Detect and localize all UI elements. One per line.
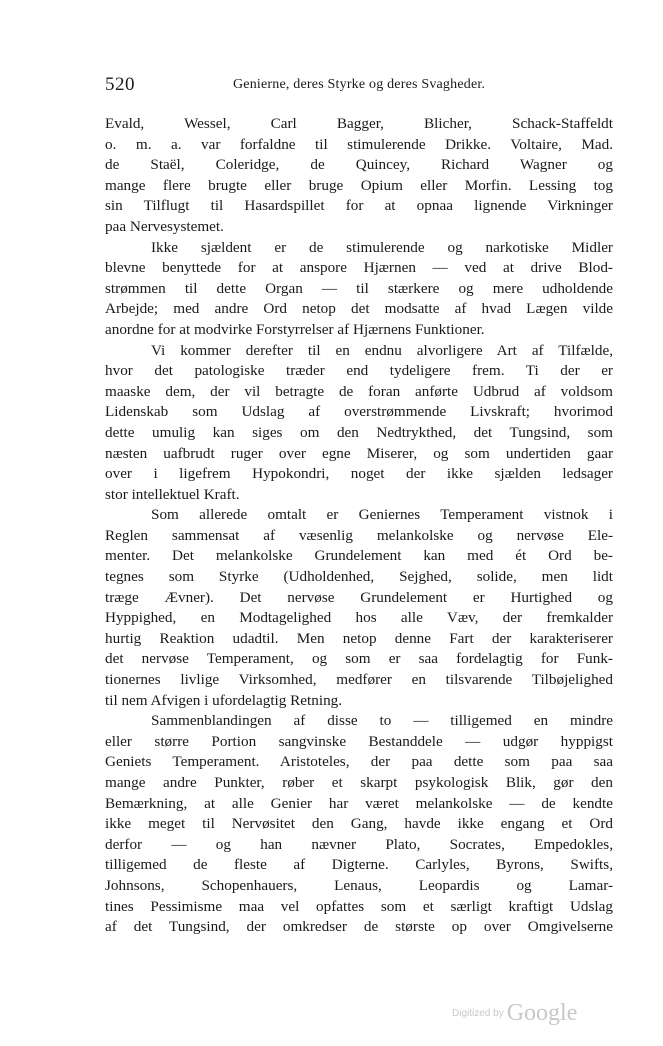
- text-line: tionernes livlige Virksomhed, medfører en tilsvarende Tilbøjelighed: [105, 671, 613, 689]
- text-line: o. m. a. var forfaldne til stimulerende Drikke. Voltaire, Mad.: [105, 135, 613, 153]
- text-line: Arbejde; med andre Ord netop det modsatte af hvad Lægen vilde: [105, 300, 613, 318]
- body-text: [105, 114, 613, 938]
- page-header: [105, 74, 613, 98]
- text-line: Geniets Temperament. Aristoteles, der paa dette som paa saa: [105, 753, 613, 771]
- text-line: anordne for at modvirke Forstyrrelser af Hjærnens Funktioner.: [105, 320, 485, 338]
- text-line: dette umulig kan siges om den Nedtrykthed, det Tungsind, som: [105, 423, 613, 441]
- text-line: Johnsons, Schopenhauers, Lenaus, Leopardis og Lamar-: [105, 876, 613, 894]
- digitized-by-google-watermark: [452, 1000, 592, 1028]
- text-line: Reglen sammensat af væsenlig melankolske og nervøse Ele-: [105, 526, 613, 544]
- text-line: næsten uafbrudt ruger over egne Miserer, og som undertiden gaar: [105, 444, 613, 462]
- text-line: hvor det patologiske træder end tydeligere frem. Ti der er: [105, 362, 613, 380]
- text-line: derfor — og han nævner Plato, Socrates, Empedokles,: [105, 835, 613, 853]
- text-line: strømmen til dette Organ — til stærkere og mere udholdende: [105, 279, 613, 297]
- text-line: over i ligefrem Hypokondri, noget der ikke sjælden ledsager: [105, 465, 613, 483]
- google-logo: Google: [506, 1000, 578, 1026]
- text-line: til nem Afvigen i ufordelagtig Retning.: [105, 691, 343, 709]
- text-line: mange flere brugte eller bruge Opium eller Morfin. Lessing tog: [105, 176, 613, 194]
- text-line: sin Tilflugt til Hasardspillet for at opnaa lignende Virkninger: [105, 197, 613, 215]
- text-line: Bemærkning, at alle Genier har været melankolske — de kendte: [105, 794, 613, 812]
- text-line: blevne benyttede for at anspore Hjærnen — ved at drive Blod-: [105, 259, 613, 277]
- text-line: stor intellektuel Kraft.: [105, 485, 240, 503]
- text-line: Hyppighed, en Modtagelighed hos alle Væv, der fremkalder: [105, 609, 613, 627]
- text-line: tines Pessimisme maa vel opfattes som et særligt kraftigt Udslag: [105, 897, 613, 915]
- text-line: hurtig Reaktion udadtil. Men netop denne Fart der karakteriserer: [105, 629, 613, 647]
- running-title: Genierne, deres Styrke og deres Svagheder.: [233, 77, 486, 92]
- digitized-by-label: Digitized by: [452, 1008, 504, 1019]
- text-line: de Staël, Coleridge, de Quincey, Richard Wagner og: [105, 156, 613, 174]
- text-line: menter. Det melankolske Grundelement kan med ét Ord be-: [105, 547, 613, 565]
- text-line: Vi kommer derefter til en endnu alvorligere Art af Tilfælde,: [151, 341, 613, 359]
- text-line: Lidenskab som Udslag af overstrømmende Livskraft; hvorimod: [105, 403, 613, 421]
- text-line: maaske dem, der vil betragte de foran anførte Udbrud af voldsom: [105, 382, 613, 400]
- text-line: træge Ævner). Det nervøse Grundelement er Hurtighed og: [105, 588, 613, 606]
- text-line: Ikke sjældent er de stimulerende og narkotiske Midler: [151, 238, 613, 256]
- text-line: eller større Portion sangvinske Bestanddele — udgør hyppigst: [105, 732, 613, 750]
- text-line: mange andre Punkter, røber et skarpt psykologisk Blik, gør den: [105, 774, 613, 791]
- text-line: af det Tungsind, der omkredser de største op over Omgivelserne: [105, 918, 613, 936]
- text-line: ikke meget til Nervøsitet den Gang, havde ikke engang et Ord: [105, 815, 613, 833]
- text-line: det nervøse Temperament, og som er saa fordelagtig for Funk-: [105, 650, 613, 668]
- text-line: Evald, Wessel, Carl Bagger, Blicher, Schack-Staffeldt: [105, 115, 613, 132]
- text-line: Som allerede omtalt er Geniernes Temperament vistnok i: [151, 506, 613, 524]
- text-line: paa Nervesystemet.: [105, 217, 224, 235]
- text-line: tegnes som Styrke (Udholdenhed, Sejghed, solide, men lidt: [105, 568, 613, 586]
- text-line: Sammenblandingen af disse to — tilligemed en mindre: [151, 712, 613, 730]
- text-line: tilligemed de fleste af Digterne. Carlyles, Byrons, Swifts,: [105, 856, 613, 874]
- page-number: 520: [105, 74, 135, 95]
